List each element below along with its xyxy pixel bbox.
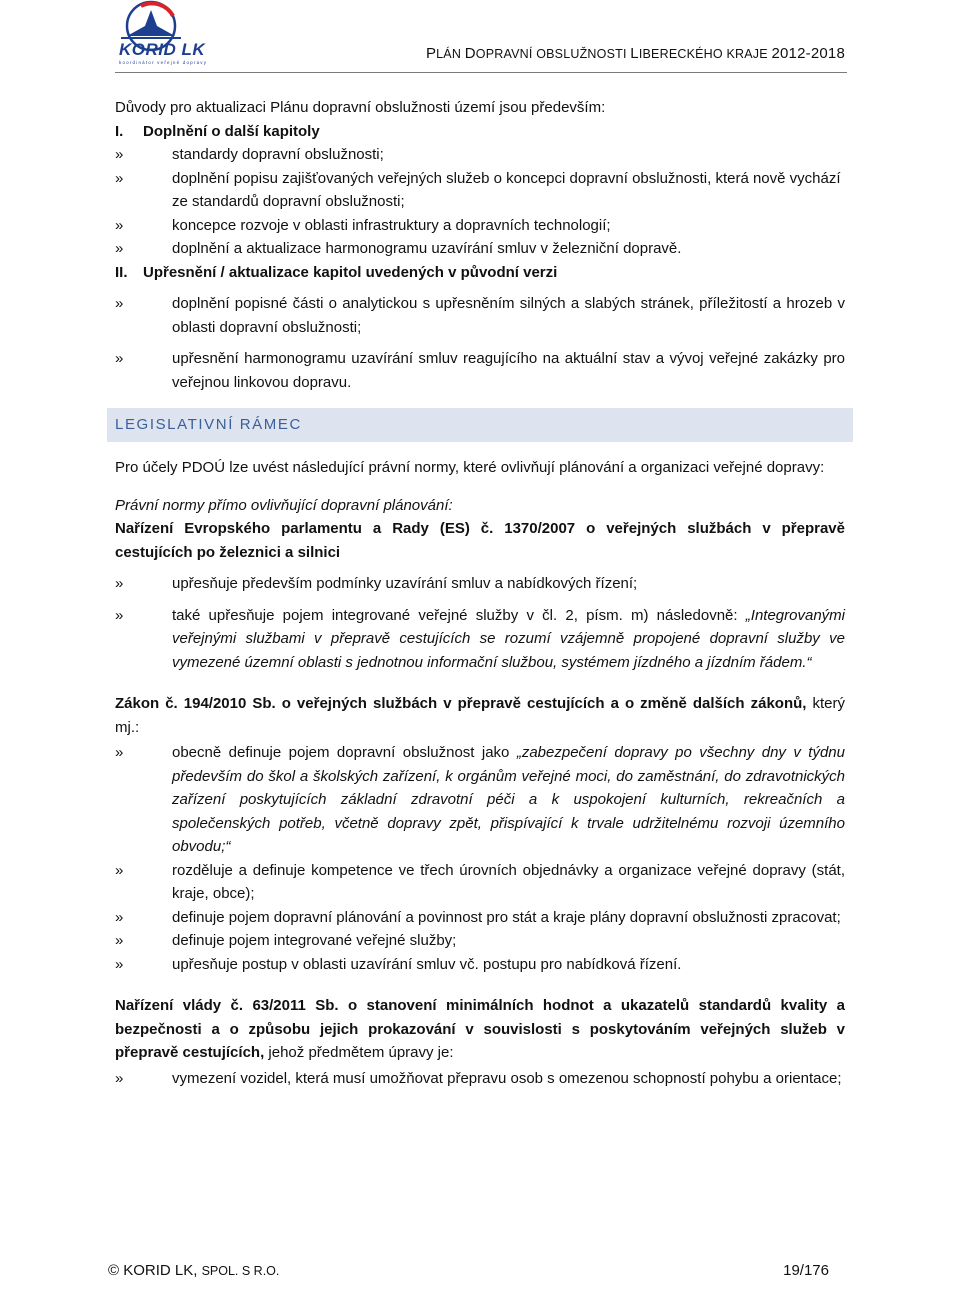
list-item: » definuje pojem integrované veřejné služby; <box>115 932 457 949</box>
logo-subtitle: koordinátor veřejné dopravy <box>119 60 208 65</box>
regulation-1370-title: Nařízení Evropského parlamentu a Rady (ES) č. 1370/2007 o veřejných službách v přepravě cestujících po železnici a silnici <box>115 520 845 561</box>
list-item: » obecně definuje pojem dopravní obslužnost jako „zabezpečení dopravy po všechny dny v týdnu především do škol a školských zařízení, k orgánům veřejné moci, do zaměstnání, do zdravotnických zařízení poskytujících základní zdravotní péči a k uspokojení kulturních, rekreačních a společenských potřeb, včetně dopravy zpět, přispívající k trvale udržitelnému rozvoji územního obvodu;“ <box>115 744 845 855</box>
document-body <box>115 96 845 1090</box>
list-item: » doplnění popisné části o analytickou s upřesněním silných a slabých stránek, příležitostí a hrozeb v oblasti dopravní obslužnosti; <box>115 295 845 336</box>
intro-paragraph: Důvody pro aktualizaci Plánu dopravní obslužnosti území jsou především: <box>115 99 606 116</box>
korid-logo <box>115 0 240 74</box>
list-item: » upřesňuje postup v oblasti uzavírání smluv vč. postupu pro nabídková řízení. <box>115 955 682 973</box>
list-item: » standardy dopravní obslužnosti; <box>115 146 384 163</box>
list-item: » upřesňuje především podmínky uzavírání smluv a nabídkových řízení; <box>115 575 638 592</box>
footer-company: SPOL. S R.O. <box>201 1264 280 1278</box>
act-194-title: Zákon č. 194/2010 Sb. o veřejných službách v přepravě cestujících a o změně dalších zákonů, který mj.: <box>115 695 845 736</box>
list-item: » doplnění popisu zajišťovaných veřejných služeb o koncepci dopravní obslužnosti, která nově vychází ze standardů dopravní obslužnosti; <box>115 169 841 210</box>
header-divider <box>115 72 847 73</box>
regulation-63-title: Nařízení vlády č. 63/2011 Sb. o stanovení minimálních hodnot a ukazatelů standardů kvality a bezpečnosti a o způsobu jejich prokazování v souvislosti s poskytováním veřejných služeb v přepravě cestujících, jehož předmětem úpravy je: <box>115 997 845 1061</box>
footer-copyright: © KORID LK, <box>108 1262 202 1279</box>
legislation-intro: Pro účely PDOÚ lze uvést následující právní normy, které ovlivňují plánování a organizaci veřejné dopravy: <box>115 459 825 476</box>
list-item: » vymezení vozidel, která musí umožňovat přepravu osob s omezenou schopností pohybu a orientace; <box>115 1069 842 1087</box>
list-item: » upřesnění harmonogramu uzavírání smluv reagujícího na aktuální stav a vývoj veřejné zakázky pro veřejnou linkovou dopravu. <box>115 350 845 391</box>
legal-norms-label: Právní normy přímo ovlivňující dopravní plánování: <box>115 496 453 514</box>
logo-text: KORID LK <box>119 40 206 59</box>
list-item: » doplnění a aktualizace harmonogramu uzavírání smluv v železniční dopravě. <box>115 240 682 257</box>
section-1-title: I. Doplnění o další kapitoly <box>115 122 320 140</box>
page-number: 19/176 <box>783 1262 829 1279</box>
section-heading-legislation: LEGISLATIVNÍ RÁMEC <box>107 408 853 442</box>
list-item: » koncepce rozvoje v oblasti infrastruktury a dopravních technologií; <box>115 216 611 234</box>
page-title: PLÁN DOPRAVNÍ OBSLUŽNOSTI LIBERECKÉHO KRAJE 2012-2018 <box>425 45 845 62</box>
list-item: » definuje pojem dopravní plánování a povinnost pro stát a kraje plány dopravní obslužnosti zpracovat; <box>115 908 841 926</box>
list-item: » rozděluje a definuje kompetence ve třech úrovních objednávky a organizace veřejné dopravy (stát, kraje, obce); <box>115 861 845 902</box>
page-footer <box>108 1262 829 1279</box>
list-item: » také upřesňuje pojem integrované veřejné služby v čl. 2, písm. m) následovně: „Integrovanými veřejnými službami v přepravě cestujících se rozumí vzájemně propojené dopravní služby ve vymezené územní oblasti s jednotnou informační službou, systémem jízdného a jízdním řádem.“ <box>115 606 845 671</box>
section-2-title: II. Upřesnění / aktualizace kapitol uvedených v původní verzi <box>115 263 558 281</box>
